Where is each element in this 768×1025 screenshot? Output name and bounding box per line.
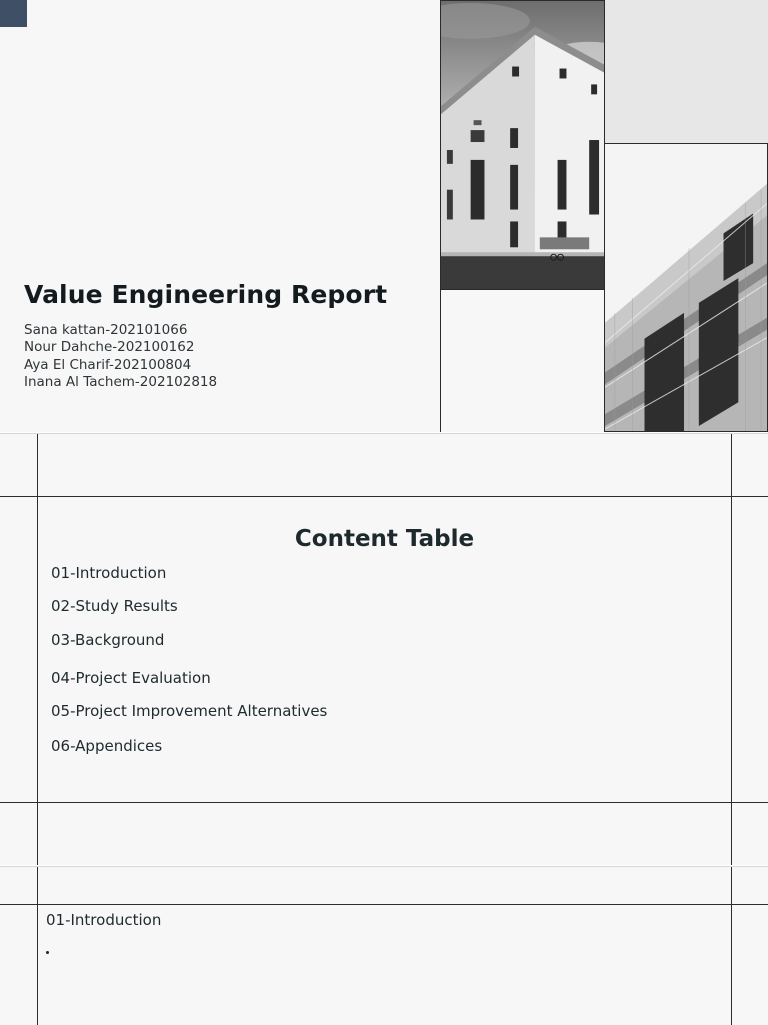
grey-panel <box>605 0 768 143</box>
author-name: Inana Al Tachem-202102818 <box>24 374 218 391</box>
section-heading: 01-Introduction <box>46 911 162 929</box>
left-margin-line <box>37 867 38 1025</box>
toc-item[interactable]: 06-Appendices <box>51 737 163 755</box>
content-table-page <box>0 433 768 865</box>
left-margin-line <box>37 434 38 865</box>
right-margin-line <box>731 434 732 865</box>
toc-item[interactable]: 01-Introduction <box>51 564 167 582</box>
content-table-title: Content Table <box>294 526 475 552</box>
author-list <box>24 322 217 392</box>
bullet-point <box>46 951 49 954</box>
modern-building-photo <box>604 143 768 432</box>
toc-item[interactable]: 02-Study Results <box>51 597 178 615</box>
top-margin-line <box>0 496 768 497</box>
author-name: Sana kattan-202101066 <box>24 322 188 338</box>
cover-divider-line <box>440 0 441 432</box>
corner-accent-block <box>0 0 27 27</box>
top-margin-line <box>0 904 768 905</box>
toc-item[interactable]: 04-Project Evaluation <box>51 669 211 687</box>
cover-page <box>0 0 768 432</box>
toc-item[interactable]: 05-Project Improvement Alternatives <box>51 702 328 720</box>
introduction-page <box>0 866 768 1025</box>
toc-item[interactable]: 03-Background <box>51 631 165 649</box>
report-title: Value Engineering Report <box>24 280 388 309</box>
author-name: Aya El Charif-202100804 <box>24 356 192 373</box>
author-name: Nour Dahche-202100162 <box>24 339 195 356</box>
classical-building-photo <box>440 0 605 290</box>
right-margin-line <box>731 867 732 1025</box>
bottom-margin-line <box>0 802 768 803</box>
